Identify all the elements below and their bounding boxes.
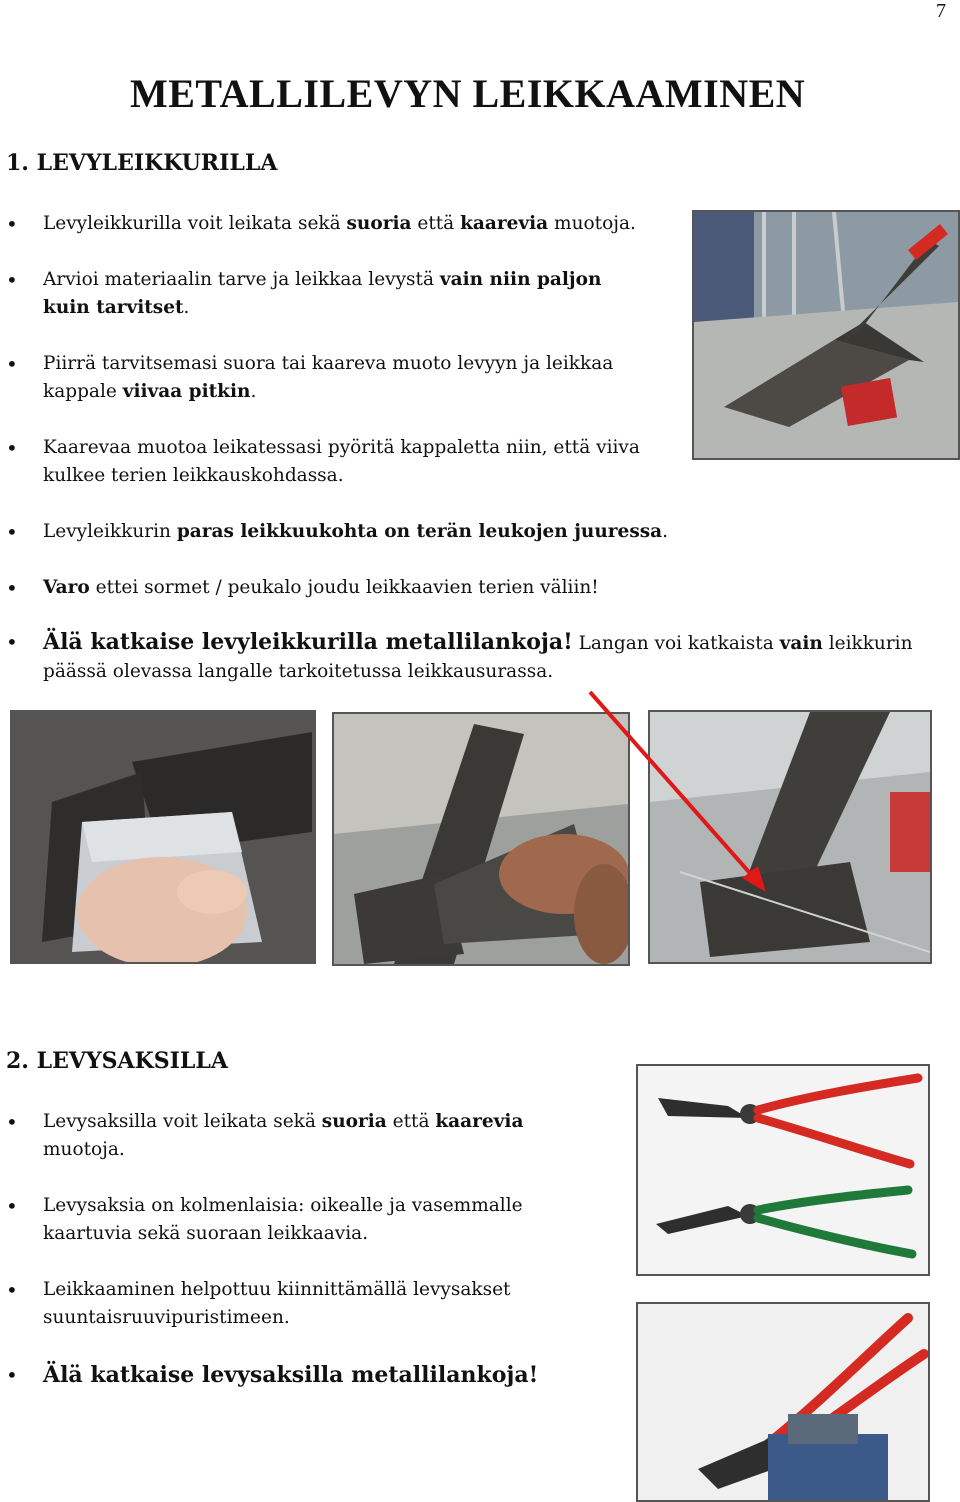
list-item: • Arvioi materiaalin tarve ja leikkaa levystä vain niin paljon kuin tarvitset. <box>6 266 653 322</box>
list-item: • Leikkaaminen helpottuu kiinnittämällä levysakset suuntaisruuvipuristimeen. <box>6 1276 603 1332</box>
section-1-heading: 1. LEVYLEIKKURILLA <box>6 150 278 176</box>
list-item: • Älä katkaise levysaksilla metallilankoja! <box>6 1360 643 1391</box>
list-item: • Levyleikkurin paras leikkuukohta on terän leukojen juuressa. <box>6 518 763 546</box>
list-item: • Varo ettei sormet / peukalo joudu leikkaavien terien väliin! <box>6 574 763 602</box>
list-item: • Älä katkaise levyleikkurilla metallilankoja! Langan voi katkaista vain leikkurin päässä olevassa langalle tarkoitetussa leikkausurassa. <box>6 628 958 686</box>
tin-snips-photo <box>636 1064 930 1276</box>
snips-in-vise-photo <box>636 1302 930 1502</box>
list-item: • Piirrä tarvitsemasi suora tai kaareva muoto levyyn ja leikkaa kappale viivaa pitkin. <box>6 350 663 406</box>
section-2-heading: 2. LEVYSAKSILLA <box>6 1048 228 1074</box>
section-2-list <box>6 1108 606 1391</box>
page-number: 7 <box>936 0 946 22</box>
page-title: METALLILEVYN LEIKKAAMINEN <box>130 71 806 116</box>
list-item: • Levysaksilla voit leikata sekä suoria että kaarevia muotoja. <box>6 1108 593 1164</box>
list-item: • Kaarevaa muotoa leikatessasi pyöritä kappaletta niin, että viiva kulkee terien leikkauskohdassa. <box>6 434 643 490</box>
list-item: • Levyleikkurilla voit leikata sekä suoria että kaarevia muotoja. <box>6 210 666 238</box>
list-item: • Levysaksia on kolmenlaisia: oikealle ja vasemmalle kaartuvia sekä suoraan leikkaavia. <box>6 1192 603 1248</box>
